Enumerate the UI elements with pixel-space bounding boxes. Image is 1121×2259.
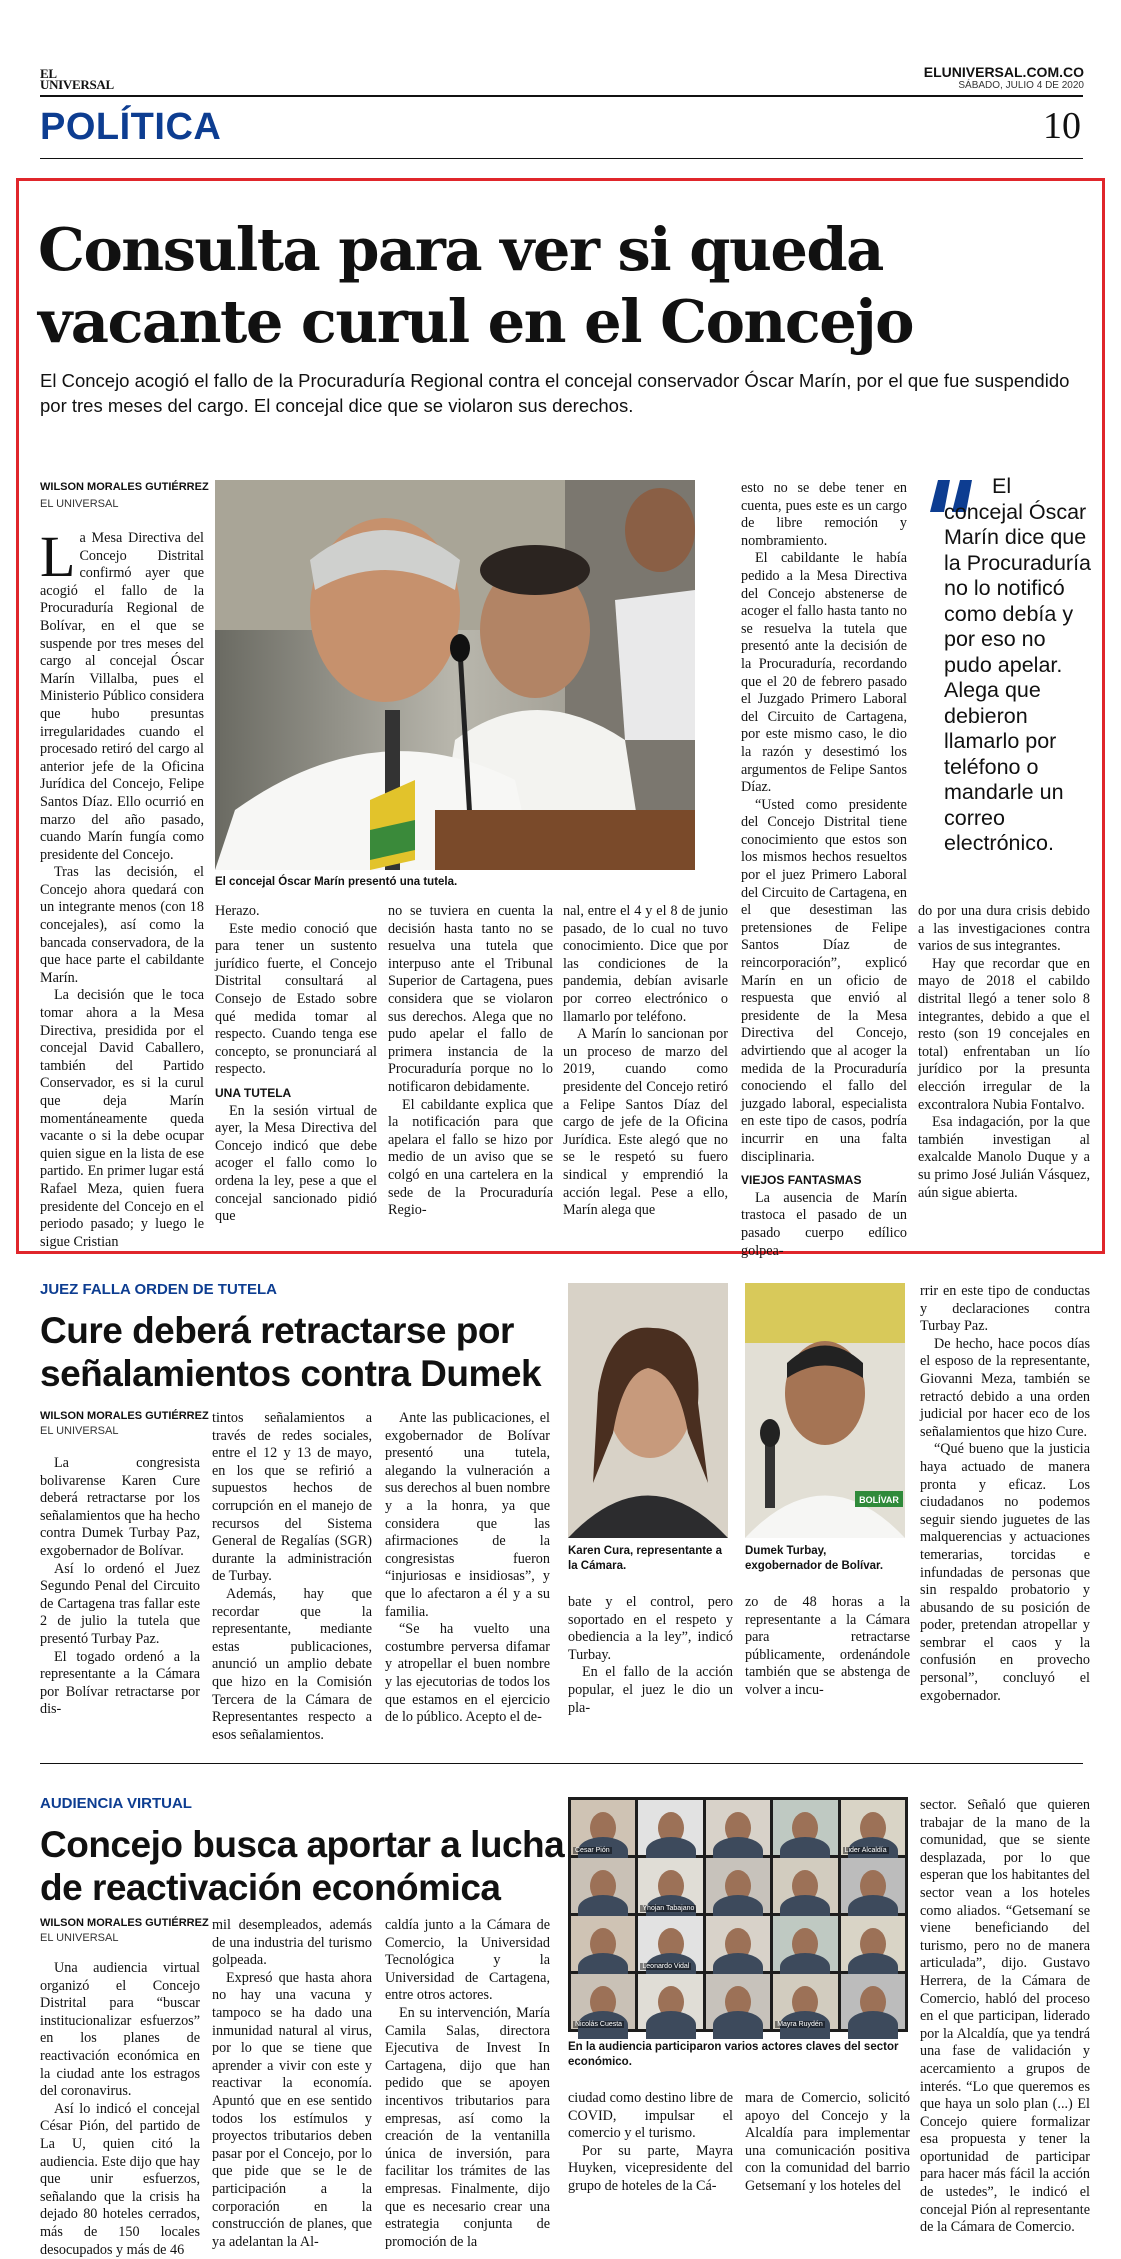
- main-column-4: [563, 903, 728, 1220]
- main-col1-para: La decisión que le toca tomar ahora a la Mesa Directiva, presidida por el concejal David Caballero, también del Partido Conservador, es si la curul que deja Marín momentáneamente queda vacante o si la debe ocupar quien sigue en la lista de ese partido. En primer lugar está Rafael Meza, quien fuera presidente del Concejo en el periodo pasado; y luego le sigue Cristian: [40, 987, 204, 1250]
- video-tile: [571, 1916, 635, 1971]
- participant-body: [713, 2011, 763, 2039]
- article3-column-6: [920, 1797, 1090, 2237]
- article2-byline-org: EL UNIVERSAL: [40, 1425, 119, 1437]
- article2-para: rrir en este tipo de conductas y declaraciones contra Turbay Paz.: [920, 1283, 1090, 1335]
- main-byline-org: EL UNIVERSAL: [40, 498, 119, 510]
- video-tile: [773, 1974, 837, 2029]
- participant-name: Lider Alcaldía: [844, 1847, 887, 1854]
- main-byline: WILSON MORALES GUTIÉRREZ: [40, 481, 209, 493]
- article3-para: mara de Comercio, solicitó apoyo del Concejo y la Alcaldía para implementar una comunicación positiva con la comunidad del barrio Getsemaní y los hoteles del: [745, 2090, 910, 2194]
- main-headline: Consulta para ver si queda vacante curul en el Concejo: [38, 215, 913, 356]
- participant-name: Leonardo Vidal: [642, 1963, 690, 1970]
- main-subhead-fantasmas: VIEJOS FANTASMAS: [741, 1173, 862, 1188]
- section-title: POLÍTICA: [40, 106, 222, 148]
- article2-para: En el fallo de la acción popular, el juez le dio un pla-: [568, 1664, 733, 1716]
- video-tile: [773, 1916, 837, 1971]
- article3-column-4: [568, 2090, 733, 2196]
- main-column-5: [741, 480, 907, 1260]
- article2-para: El togado ordenó a la representante a la Cámara por Bolívar retractarse por dis-: [40, 1648, 200, 1718]
- video-tile: [706, 1858, 770, 1913]
- section-rule: [40, 158, 1083, 159]
- video-tile: [638, 1916, 702, 1971]
- participant-name: Yhojan Tabajano: [642, 1905, 695, 1912]
- article2-para: De hecho, hace pocos días el esposo de la representante, Giovanni Meza, también se retractó debido a una orden judicial por hacer eco de los señalamientos que hizo Cure.: [920, 1335, 1090, 1440]
- article2-column-1: [40, 1455, 200, 1719]
- participant-body: [646, 2011, 696, 2039]
- main-col2-para: Herazo.: [215, 903, 260, 919]
- article2-para: Ante las publicaciones, el exgobernador de Bolívar presentó una tutela, alegando la vulneración a sus derechos al buen nombre y a la honra, ya que considera que las afirmaciones de la congresistas fueron “injuriosas e insidiosas”, y que lo afectaron a él y a su familia.: [385, 1410, 550, 1620]
- main-col3-para: no se tuviera en cuenta la decisión hasta tanto no se resuelva una tutela que interpuso ante el Tribunal Superior de Cartagena, pues considera que se violaron sus derechos. Alega que no pudo apelar el fallo de primera instancia de la Procuraduría porque no lo notificaron debidamente.: [388, 903, 553, 1095]
- main-column-1: [40, 524, 204, 1251]
- article2-para: La congresista bolivarense Karen Cure deberá retractarse por los señalamientos que ha hecho contra Dumek Turbay Paz, exgobernador de Bolívar.: [40, 1455, 200, 1559]
- video-tiles: [568, 1797, 908, 2032]
- main-subhead-tutela: UNA TUTELA: [215, 1085, 292, 1100]
- photo-sign-text: BOLÍVAR: [859, 1495, 899, 1505]
- main-col3-para: El cabildante explica que la notificación para que apelara el fallo se hizo por medio de un aviso que se colgó en una cartelera en la sede de la Procuraduría Regio-: [388, 1096, 553, 1219]
- article2-column-3: [385, 1410, 550, 1727]
- main-col1-para: Tras las decisión, el Concejo ahora quedará con un integrante menos (con 18 concejales), así como la bancada conservadora, de la que hace parte el cabildante Marín.: [40, 864, 204, 986]
- article2-column-6: [920, 1283, 1090, 1705]
- video-tile: [638, 1800, 702, 1855]
- main-col2-para: Este medio conoció que para tener un sustento jurídico fuerte, el Concejo Distrital consultará al Consejo de Estado sobre qué medida tomar al respecto. Cuando tenga ese concepto, se pronunciará al respecto.: [215, 920, 377, 1078]
- main-col6-para: Esa indagación, por la que también investigan al exalcalde Manolo Duque y a su primo José Julián Vásquez, aún sigue abierta.: [918, 1114, 1090, 1201]
- article3-kicker: AUDIENCIA VIRTUAL: [40, 1795, 192, 1812]
- video-tile: [841, 1858, 905, 1913]
- article3-column-2: [212, 1917, 372, 2251]
- video-tile: [571, 1858, 635, 1913]
- video-tile: [841, 1974, 905, 2029]
- article2-headline: Cure deberá retractarse por señalamientos contra Dumek: [40, 1310, 542, 1394]
- logo-top: EL: [40, 66, 57, 81]
- newspaper-logo: [40, 68, 114, 90]
- main-col5-para: esto no se debe tener en cuenta, pues este es un cargo de libre remoción y nombramiento.: [741, 480, 907, 549]
- main-column-6: [918, 903, 1090, 1202]
- article2-para: tintos señalamientos a través de redes sociales, entre el 12 y 13 de mayo, en los que se refirió a supuestos hechos de corrupción en el manejo de recursos del Sistema General de Regalías (SGR) durante la administración de Turbay.: [212, 1410, 372, 1585]
- article-divider: [40, 1763, 1083, 1764]
- video-tile: [638, 1858, 702, 1913]
- video-tile: [706, 1800, 770, 1855]
- article3-para: Expresó que hasta ahora no hay una vacuna y tampoco se ha dado una inmunidad natural al virus, por lo que se tiene que aprender a vivir con este y reactivar la economía. Apuntó que en ese sentido todos los estímulos y proyectos tributarios deben pasar por el Concejo, por lo que pide que se le de participación a la corporación en la construcción de planes, que ya adelantan la Al-: [212, 1969, 372, 2250]
- logo-bottom: UNIVERSAL: [40, 77, 114, 92]
- article2-para: Así lo ordenó el Juez Segundo Penal del Circuito de Cartagena tras fallar este 2 de julio la tutela que presentó Turbay Paz.: [40, 1560, 200, 1647]
- drop-cap: L: [40, 524, 76, 589]
- article3-headline: Concejo busca aportar a lucha de reactivación económica: [40, 1824, 565, 1908]
- issue-date: SÁBADO, JULIO 4 DE 2020: [958, 80, 1084, 91]
- participant-name: Nicolás Cuesta: [575, 2021, 623, 2028]
- video-call-grid: [568, 1797, 908, 2032]
- video-tile: [571, 1800, 635, 1855]
- main-col5-para: “Usted como presidente del Concejo Distrital tiene conocimiento que estos son los mismos hechos resueltos por el juez Primero Laboral del Circuito de Cartagena, en el que desestiman las pretensiones de Felipe Santos Díaz de reincorporación”, explicó Marín en un oficio de respuesta que envió al presidente de la Mesa Directiva del Concejo, advirtiendo que al acoger la medida de la Procuraduría conociendo el fallo del juzgado laboral, especialista en este tipo de casos, podría incurrir en una falta disciplinaria.: [741, 796, 907, 1165]
- video-caption: En la audiencia participaron varios actores claves del sector económico.: [568, 2041, 899, 2068]
- article3-para: sector. Señaló que quieren trabajar de la mano de la comunidad, que se siente desplazada, por lo que esperan que los habitantes del sector vean a los hoteles como aliados. “Getsemaní se viene beneficiando del turismo, pero no de manera articulada”, dijo. Gustavo Herrera, de la Cámara de Comercio, habló del proceso en el que participan, liderado por la Alcaldía, que ya tendrá una fase de validación y acercamiento a grupos de interés. “Lo que queremos es que haya un solo plan (...) El Concejo quiere formalizar esa propuesta y tener la oportunidad de participar para hacer más fácil la acción de ustedes”, le indicó el concejal Pión al representante de la Cámara de Comercio.: [920, 1797, 1090, 2236]
- article3-para: En su intervención, María Camila Salas, directora Ejecutiva de Invest In Cartagena, dijo que han pedido que se apoyen incentivos tributarios para empresas, así como la creación de la ventanilla única de inversión, para facilitar los trámites de las empresas. Finalmente, dijo que es necesario crear una estrategia conjunta de promoción de la: [385, 2004, 550, 2250]
- main-col5-para: El cabildante le había pedido a la Mesa Directiva del Concejo abstenerse de acoger el fallo hasta tanto no se resuelva la tutela que presentó ante la decisión de la Procuraduría, recordando que el 20 de febrero pasado el Juzgado Primero Laboral del Circuito de Cartagena, por este mismo caso, le dio la razón y desestimó los argumentos de Felipe Santos Díaz.: [741, 550, 907, 796]
- main-deck: El Concejo acogió el fallo de la Procuraduría Regional contra el concejal conservador Óscar Marín, por el que fue suspendido por tres meses del cargo. El concejal dice que se violaron sus derechos.: [40, 370, 1070, 416]
- dumek-turbay-photo: [745, 1283, 905, 1538]
- video-tile: [773, 1858, 837, 1913]
- article3-para: ciudad como destino libre de COVID, impulsar el comercio y el turismo.: [568, 2090, 733, 2142]
- main-photo-image: [215, 480, 695, 870]
- article3-para: Por su parte, Mayra Huyken, vicepresidente del grupo de hoteles de la Cá-: [568, 2142, 733, 2194]
- article3-para: Una audiencia virtual organizó el Concejo Distrital para “buscar institucionalizar esfuerzos” en los planes de reactivación económica en la ciudad ante los estragos del coronavirus.: [40, 1960, 200, 2100]
- article2-byline: WILSON MORALES GUTIÉRREZ: [40, 1410, 209, 1422]
- page-number: 10: [1043, 105, 1081, 147]
- main-column-3: [388, 903, 553, 1220]
- video-tile: [706, 1974, 770, 2029]
- main-col2-para: En la sesión virtual de ayer, la Mesa Directiva del Concejo indicó que debe acoger el fallo como lo ordena la ley, pese a que el concejal sancionado pidió que: [215, 1102, 377, 1225]
- video-tile: [773, 1800, 837, 1855]
- participant-body: [848, 2011, 898, 2039]
- participant-name: Cesar Pión: [575, 1847, 610, 1854]
- main-col4-para: A Marín lo sancionan por un proceso de marzo del 2019, cuando como presidente del Concejo retiró a Felipe Santos Díaz del cargo de jefe de la Oficina Jurídica. Este alegó que no se le respetó su fuero sindical y emprendió la acción legal. Pese a ello, Marín alega que: [563, 1026, 728, 1219]
- article3-column-1: [40, 1960, 200, 2259]
- article2-column-5: [745, 1594, 910, 1700]
- article3-column-3: [385, 1917, 550, 2251]
- main-photo-caption: El concejal Óscar Marín presentó una tutela.: [215, 876, 458, 888]
- article2-column-4: [568, 1594, 733, 1717]
- main-col6-para: do por una dura crisis debido a las investigaciones contra varios de sus integrantes.: [918, 903, 1090, 955]
- main-col6-para: Hay que recordar que en mayo de 2018 el cabildo distrital llegó a tener solo 8 integrantes, debido a que el resto (son 19 concejales en total) enfrentaban un lío jurídico por la presunta elección irregular de la excontralora Nubia Fontalvo.: [918, 955, 1090, 1113]
- article3-para: caldía junto a la Cámara de Comercio, la Universidad Tecnológica y la Universidad de Cartagena, entre otros actores.: [385, 1917, 550, 2004]
- article2-para: “Se ha vuelto una costumbre perversa difamar y atropellar el buen nombre y las ejecutorias de todos los que estamos en el ejercicio de lo público. Acepto el de-: [385, 1621, 550, 1726]
- masthead-rule: [40, 95, 1083, 97]
- article3-para: Así lo indicó el concejal César Pión, del partido de La U, quien citó la audiencia. Este dijo que hay que unir esfuerzos, señalando que la crisis ha dejado 80 hoteles cerrados, más de 150 locales desocupados y más de 46: [40, 2100, 200, 2258]
- main-col1-para: La Mesa Directiva del Concejo Distrital confirmó ayer que acogió el fallo de la Procuraduría Regional de Bolívar, en el que se suspende por tres meses del cargo al concejal Óscar Marín Villalba, pues el Ministerio Público considera que hubo presuntas irregularidades cuando el procesado retiró del cargo al anterior jefe de la Oficina Jurídica del Concejo, Felipe Santos Díaz. Ello ocurrió en marzo del año pasado, cuando Marín fungía como presidente del Concejo.: [40, 524, 204, 863]
- main-col5-para: La ausencia de Marín trastoca el pasado de un pasado cuerpo edílico golpea-: [741, 1189, 907, 1259]
- dumek-turbay-caption: Dumek Turbay, exgobernador de Bolívar.: [745, 1545, 884, 1572]
- article2-para: zo de 48 horas a la representante a la Cámara para retractarse públicamente, ordenándole también que se abstenga de volver a incu-: [745, 1594, 910, 1698]
- site-url: ELUNIVERSAL.COM.CO: [923, 64, 1084, 80]
- video-tile: [706, 1916, 770, 1971]
- participant-name: Mayra Ruydén: [777, 2021, 823, 2028]
- article3-byline: WILSON MORALES GUTIÉRREZ: [40, 1917, 209, 1929]
- video-tile: [841, 1916, 905, 1971]
- karen-cure-caption: Karen Cura, representante a la Cámara.: [568, 1545, 723, 1572]
- article3-para: mil desempleados, además de una industria del turismo golpeada.: [212, 1917, 372, 1969]
- video-tile: [571, 1974, 635, 2029]
- video-tile: [841, 1800, 905, 1855]
- video-tile: [638, 1974, 702, 2029]
- main-photo: [215, 480, 695, 870]
- article2-para: Además, hay que recordar que la representante, mediante estas publicaciones, anunció un amplio debate que hizo en la Comisión Tercera de la Cámara de Representantes respecto a esos señalamientos.: [212, 1585, 372, 1743]
- main-column-2: [215, 903, 377, 1226]
- karen-cure-photo: [568, 1283, 728, 1538]
- pull-quote: El concejal Óscar Marín dice que la Procuraduría no lo notificó como debía y por eso no pudo apelar. Alega que debieron llamarlo por teléfono o mandarle un correo electrónico.: [944, 474, 1091, 855]
- article2-para: bate y el control, pero soportado en el respeto y obediencia a la ley”, indicó Turbay.: [568, 1594, 733, 1663]
- article3-byline-org: EL UNIVERSAL: [40, 1932, 119, 1944]
- article2-column-2: [212, 1410, 372, 1744]
- article2-para: “Qué bueno que la justicia haya actuado de manera pronta y eficaz. Los ciudadanos no podemos seguir siendo juguetes de las malquerencias y actuaciones temerarias, torcidas e infundadas de personas que sin respaldo probatorio y abusando de su posición de poder, pretendan atropellar y sembrar el caos y la confusión en provecho personal”, concluyó el exgobernador.: [920, 1441, 1090, 1704]
- main-col4-para: nal, entre el 4 y el 8 de junio pasado, de lo cual no tuvo conocimiento. Dice que por las condiciones de la pandemia, debían avisarle por correo electrónico o llamarlo por teléfono.: [563, 903, 728, 1025]
- article2-kicker: JUEZ FALLA ORDEN DE TUTELA: [40, 1281, 277, 1298]
- article3-column-5: [745, 2090, 910, 2196]
